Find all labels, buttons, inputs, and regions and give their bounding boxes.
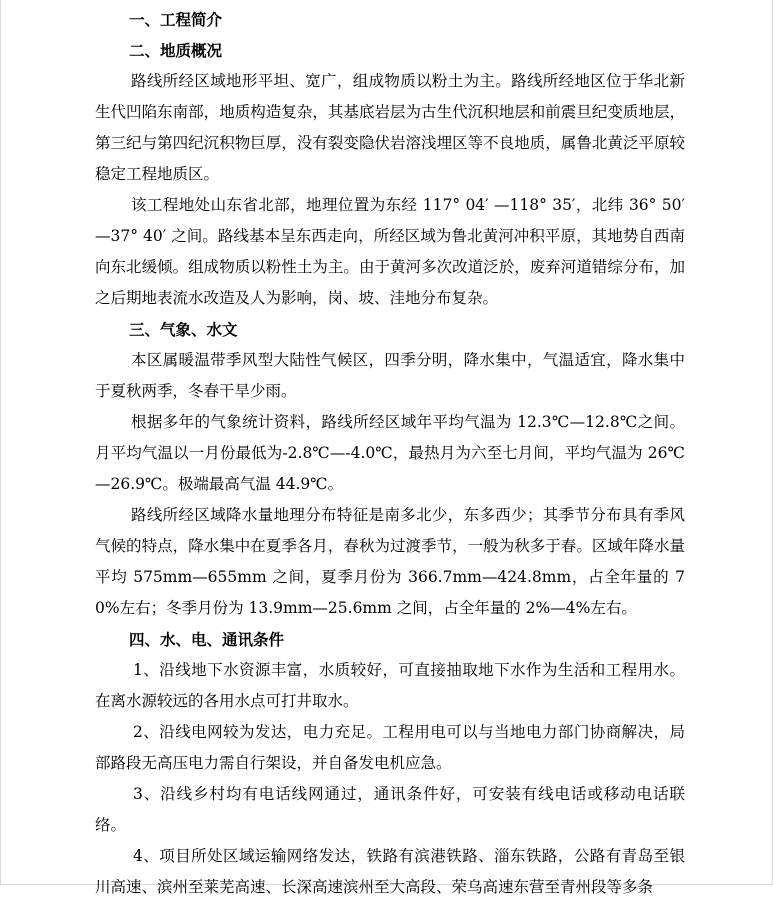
paragraph-precipitation: 路线所经区域降水量地理分布特征是南多北少，东多西少；其季节分布具有季风气候的特点，降水集中在夏季各月，春秋为过渡季节，一般为秋多于春。区域年降水量平均 575mm—655mm 之间，夏季月份为 366.7mm—424.8mm，占全年量的 70%左右；冬季月份为 13.9mm—25.6mm 之间，占全年量的 2%—4%左右。 xyxy=(95,506,685,617)
paragraph-telecom: 3、沿线乡村均有电话线网通过，通讯条件好，可安装有线电话或移动电话联络。 xyxy=(95,785,685,834)
paragraph-temperature: 根据多年的气象统计资料，路线所经区域年平均气温为 12.3℃—12.8℃之间。月平均气温以一月份最低为-2.8℃—-4.0℃，最热月为六至七月间，平均气温为 26℃—26.9℃。极端最高气温 44.9℃。 xyxy=(95,413,685,493)
document-body xyxy=(95,4,685,903)
paragraph-transport: 4、项目所处区域运输网络发达，铁路有滨港铁路、淄东铁路，公路有青岛至银川高速、滨州至莱芜高速、长深高速滨州至大高段、荣乌高速东营至青州段等多条 xyxy=(95,847,685,896)
paragraph-geographic-location: 该工程地处山东省北部，地理位置为东经 117° 04′ —118° 35′，北纬 36° 50′ —37° 40′ 之间。路线基本呈东西走向，所经区域为鲁北黄河冲积平原，其地势自西南向东北缓倾。组成物质以粉性土为主。由于黄河多次改道泛於，废弃河道错综分布，加之后期地表流水改造及人为影响，岗、坡、洼地分布复杂。 xyxy=(95,196,685,307)
paragraph-climate-zone: 本区属暖温带季风型大陆性气候区，四季分明，降水集中，气温适宜，降水集中于夏秋两季，冬春干旱少雨。 xyxy=(95,351,685,400)
paragraph-water-supply: 1、沿线地下水资源丰富，水质较好，可直接抽取地下水作为生活和工程用水。在离水源较远的各用水点可打井取水。 xyxy=(95,661,685,710)
section-heading-climate-hydrology: 三、气象、水文 xyxy=(129,320,238,339)
section-heading-project-intro: 一、工程简介 xyxy=(129,10,223,29)
paragraph-geology-overview: 路线所经区域地形平坦、宽广，组成物质以粉土为主。路线所经地区位于华北新生代凹陷东南部，地质构造复杂，其基底岩层为古生代沉积地层和前震旦纪变质地层，第三纪与第四纪沉积物巨厚，没有裂变隐伏岩溶浅埋区等不良地质，属鲁北黄泛平原较稳定工程地质区。 xyxy=(95,72,685,183)
section-heading-utilities: 四、水、电、通讯条件 xyxy=(129,630,285,649)
section-heading-geology: 二、地质概况 xyxy=(129,41,223,60)
paragraph-electricity: 2、沿线电网较为发达，电力充足。工程用电可以与当地电力部门协商解决，局部路段无高压电力需自行架设，并自备发电机应急。 xyxy=(95,723,685,772)
